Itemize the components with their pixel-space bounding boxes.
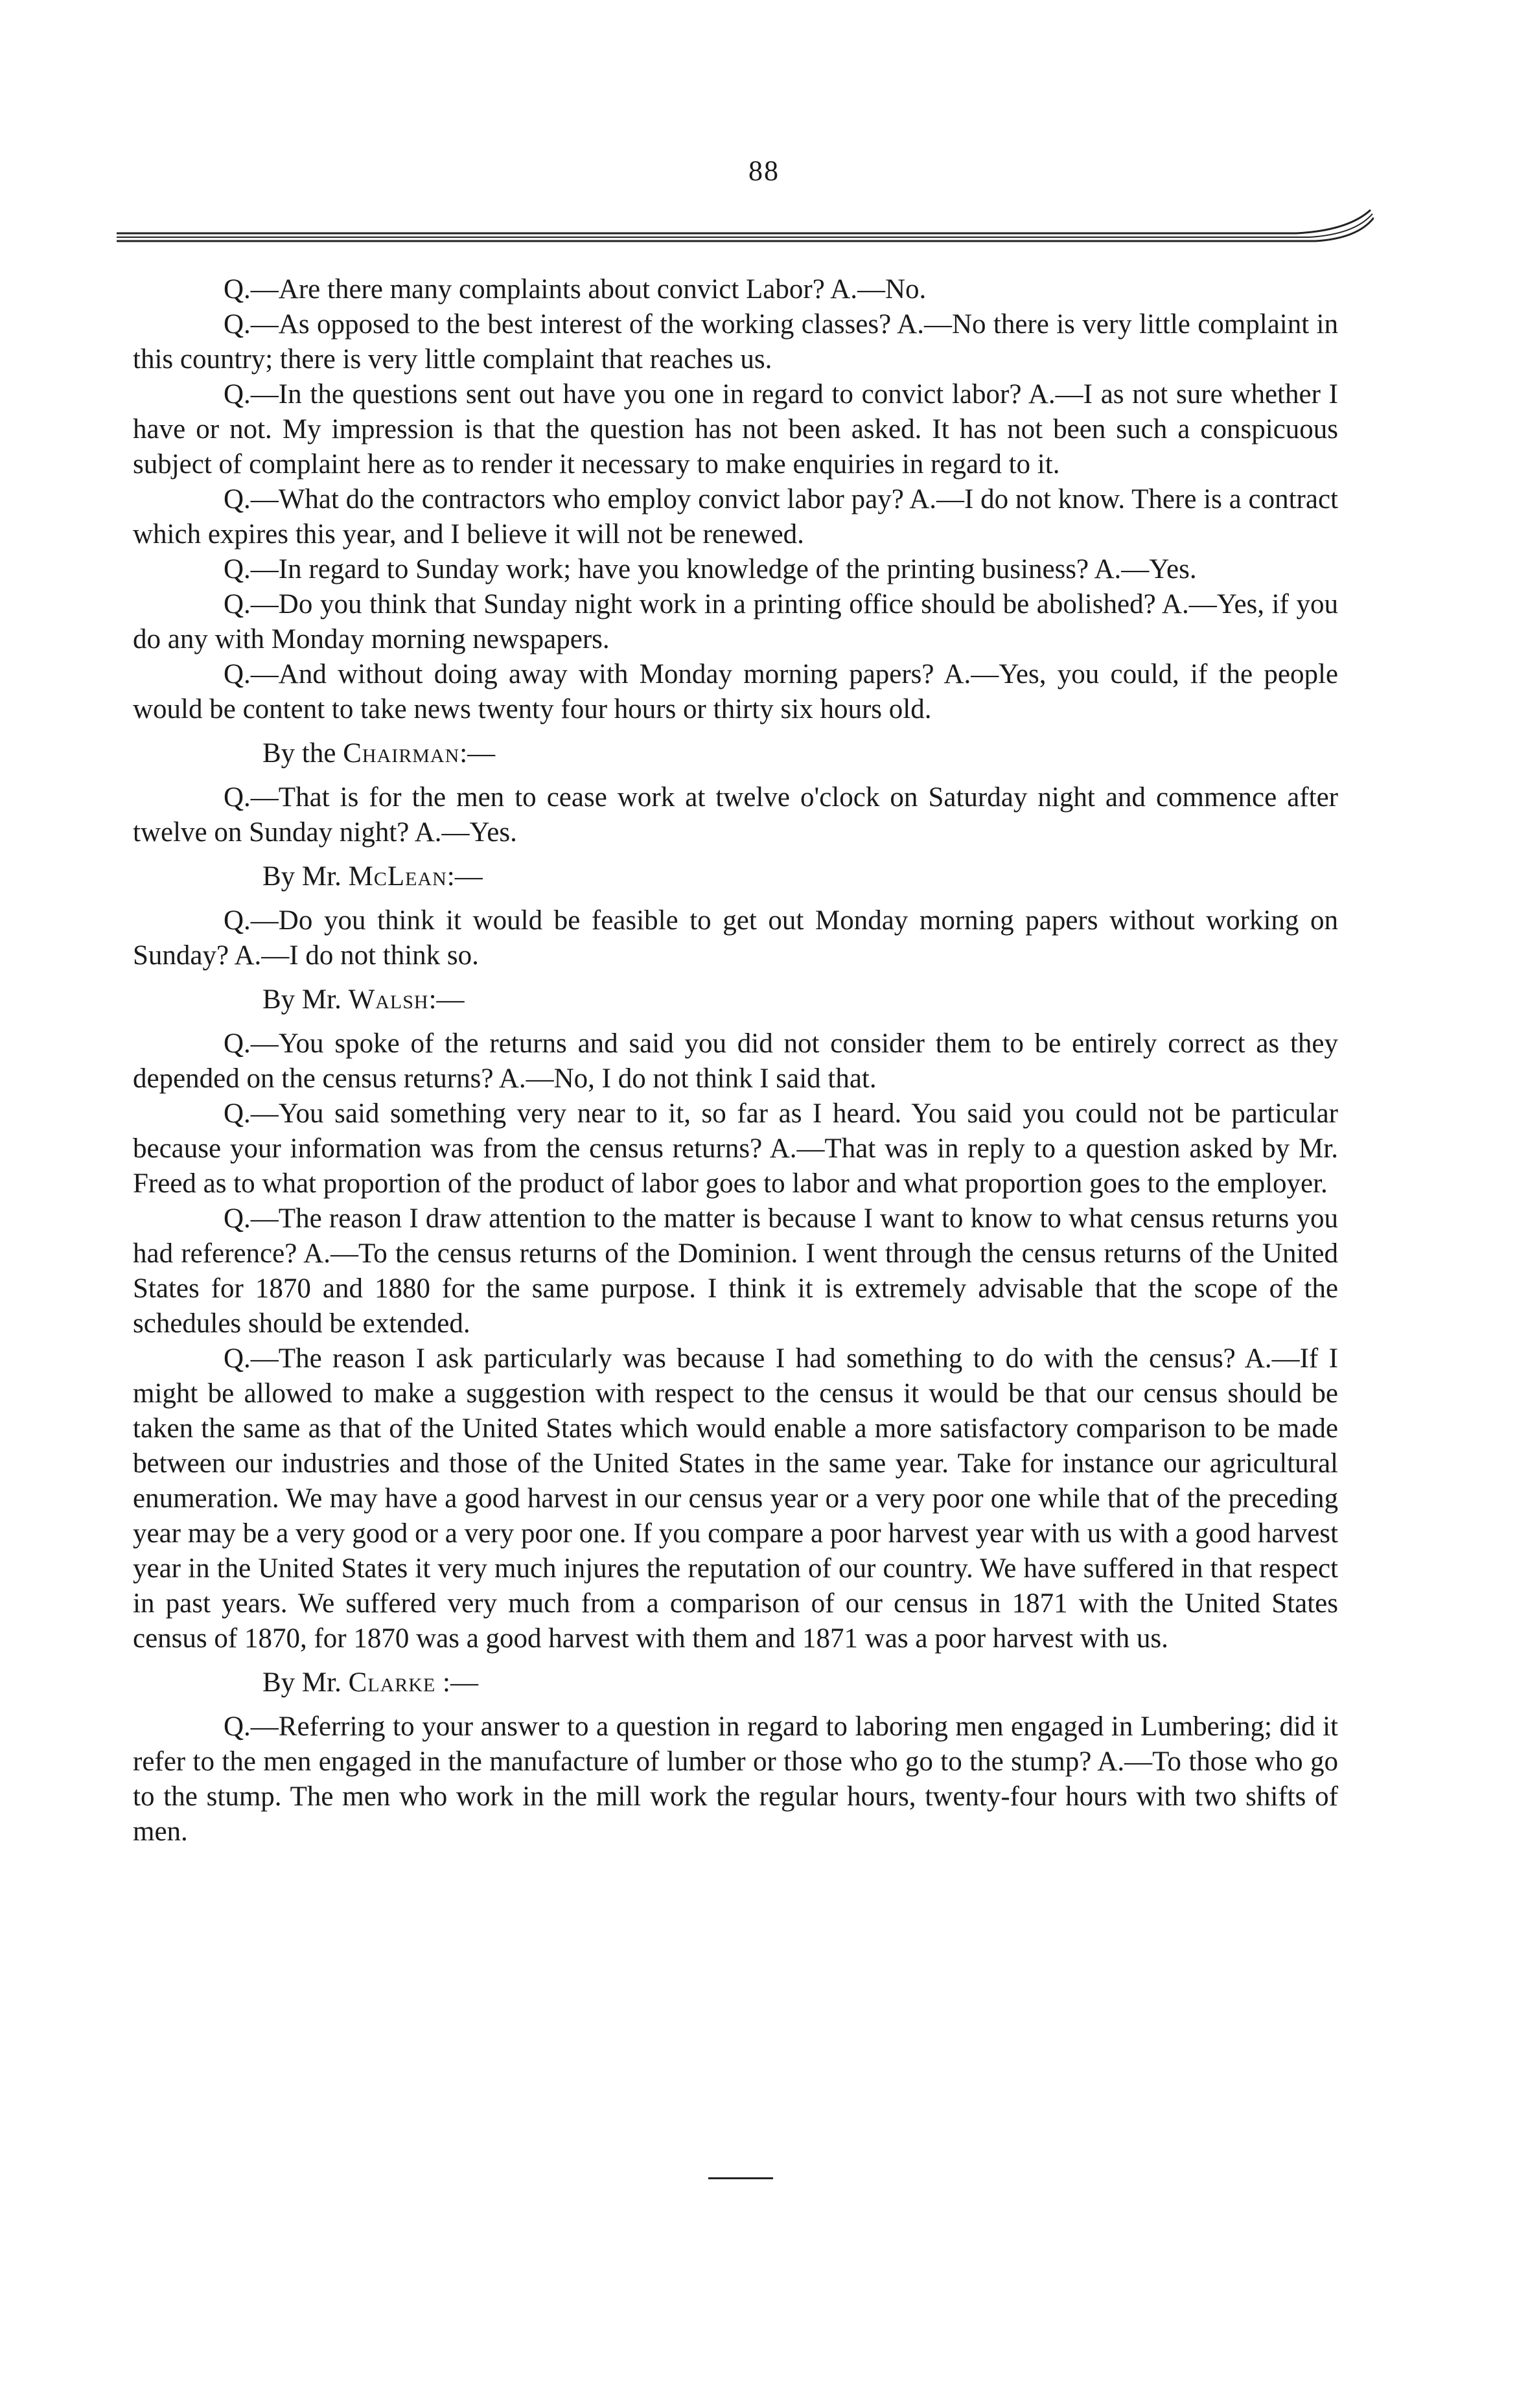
qa-paragraph: Q.—What do the contractors who employ convict labor pay? A.—I do not know. There is a contract which expires this year, and I believe it will not be renewed. — [133, 484, 1338, 550]
footer-rule — [708, 2177, 773, 2179]
speaker-heading — [133, 1665, 1338, 1700]
qa-paragraph: Q.—Do you think it would be feasible to get out Monday morning papers without working on Sunday? A.—I do not think so. — [133, 905, 1338, 971]
speaker-heading — [133, 736, 1338, 771]
speaker-suffix: :— — [435, 1667, 478, 1698]
qa-paragraph: Q.—That is for the men to cease work at twelve o'clock on Saturday night and commence after twelve on Sunday night? A.—Yes. — [133, 782, 1338, 848]
speaker-name: Walsh — [348, 984, 429, 1015]
qa-paragraph: Q.—In regard to Sunday work; have you knowledge of the printing business? A.—Yes. — [224, 554, 1197, 585]
speaker-suffix: :— — [428, 984, 465, 1015]
speaker-prefix: By the — [262, 738, 343, 769]
qa-paragraph: Q.—As opposed to the best interest of the working classes? A.—No there is very little complaint in this country; there is very little complaint that reaches us. — [133, 309, 1338, 375]
speaker-name: Clarke — [348, 1667, 436, 1698]
qa-paragraph: Q.—You said something very near to it, so far as I heard. You said you could not be particular because your information was from the census returns? A.—That was in reply to a question asked by Mr. Freed as to what proportion of the product of labor goes to labor and what proportion goes to the employer. — [133, 1098, 1338, 1199]
header-rule — [117, 207, 1374, 246]
qa-paragraph: Q.—Are there many complaints about convict Labor? A.—No. — [224, 274, 927, 305]
speaker-suffix: :— — [459, 738, 496, 769]
speaker-prefix: By Mr. — [262, 1667, 349, 1698]
speaker-prefix: By Mr. — [262, 861, 349, 892]
qa-paragraph: Q.—The reason I ask particularly was because I had something to do with the census? A.—If I might be allowed to make a suggestion with respect to the census it would be that our census should be taken the same as that of the United States which would enable a more satisfactory comparison to be made between our industries and those of the United States in the same year. Take for instance our agricultural enumeration. We may have a good harvest in our census year or a very poor one while that of the preceding year may be a very good or a very poor one. If you compare a poor harvest year with us with a good harvest year in the United States it very much injures the reputation of our country. We have suffered in that respect in past years. We suffered very much from a comparison of our census in 1871 with the United States census of 1870, for 1870 was a good harvest with them and 1871 was a poor harvest with us. — [133, 1343, 1338, 1654]
speaker-name: Chairman — [343, 738, 460, 769]
qa-paragraph: Q.—Do you think that Sunday night work in a printing office should be abolished? A.—Yes, if you do any with Monday morning newspapers. — [133, 589, 1338, 654]
qa-paragraph: Q.—And without doing away with Monday morning papers? A.—Yes, you could, if the people would be content to take news twenty four hours or thirty six hours old. — [133, 659, 1338, 724]
speaker-prefix: By Mr. — [262, 984, 349, 1015]
body-text — [133, 272, 1338, 1849]
speaker-heading — [133, 859, 1338, 894]
page-number: 88 — [748, 155, 780, 187]
qa-paragraph: Q.—You spoke of the returns and said you did not consider them to be entirely correct as they depended on the census returns? A.—No, I do not think I said that. — [133, 1028, 1338, 1094]
speaker-heading — [133, 982, 1338, 1017]
qa-paragraph: Q.—Referring to your answer to a question in regard to laboring men engaged in Lumbering; did it refer to the men engaged in the manufacture of lumber or those who go to the stump? A.—To those who go to the stump. The men who work in the mill work the regular hours, twenty-four hours with two shifts of men. — [133, 1711, 1338, 1847]
qa-paragraph: Q.—The reason I draw attention to the matter is because I want to know to what census returns you had reference? A.—To the census returns of the Dominion. I went through the census returns of the United States for 1870 and 1880 for the same purpose. I think it is extremely advisable that the scope of the schedules should be extended. — [133, 1203, 1338, 1339]
speaker-name: McLean — [348, 861, 447, 892]
speaker-suffix: :— — [446, 861, 483, 892]
qa-paragraph: Q.—In the questions sent out have you one in regard to convict labor? A.—I as not sure whether I have or not. My impression is that the question has not been asked. It has not been such a conspicuous subject of complaint here as to render it necessary to make enquiries in regard to it. — [133, 379, 1338, 480]
